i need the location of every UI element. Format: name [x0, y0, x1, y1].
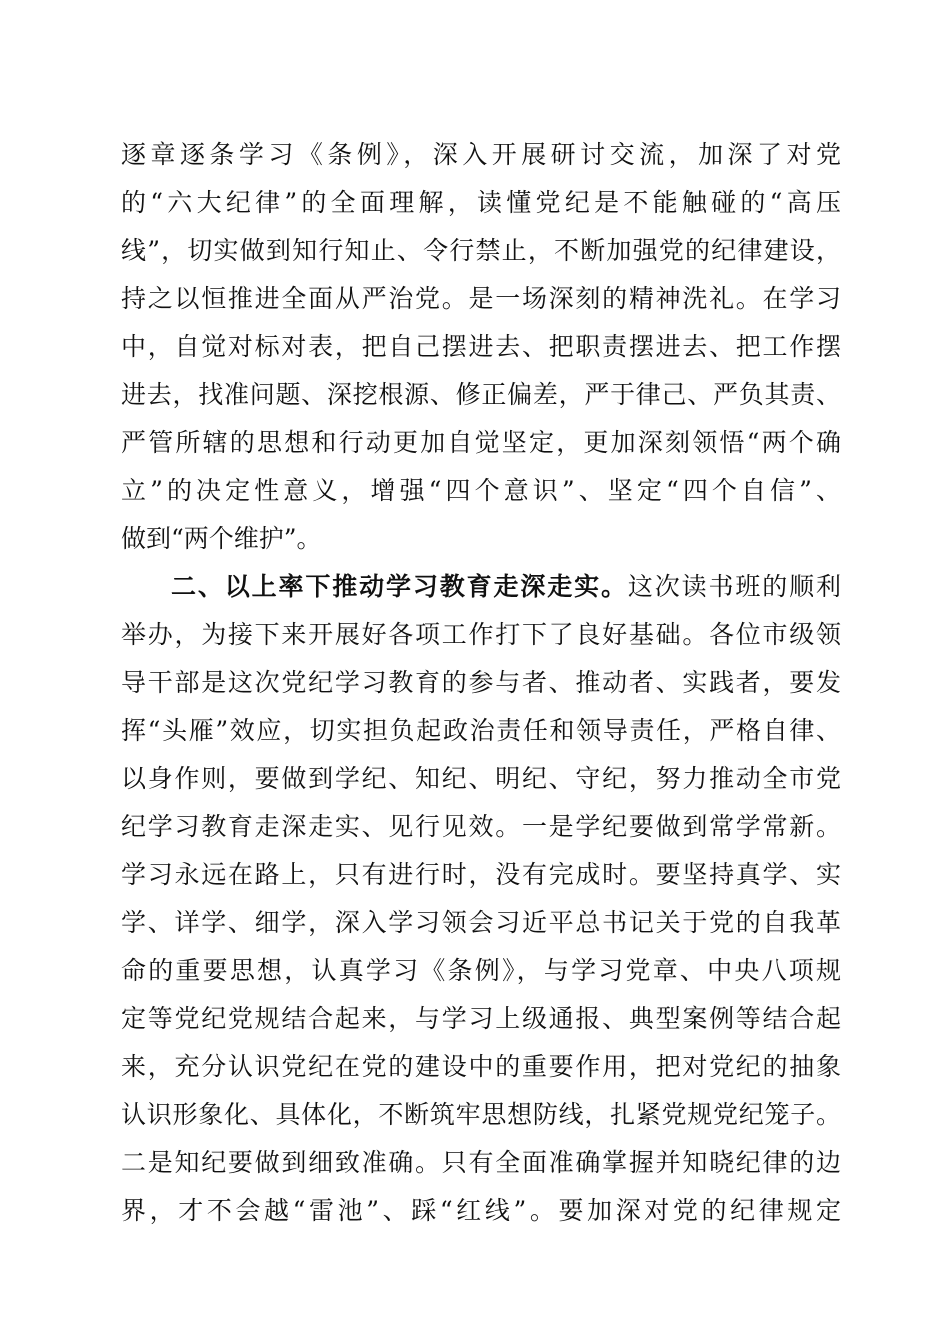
paragraph-2-line-6: 纪学习教育走深走实、见行见效。一是学纪要做到常学常新。	[121, 812, 841, 841]
paragraph-2-line-10: 定等党纪党规结合起来，与学习上级通报、典型案例等结合起	[121, 1004, 841, 1033]
paragraph-1-line-7: 严管所辖的思想和行动更加自觉坚定，更加深刻领悟“两个确	[121, 428, 841, 457]
paragraph-2-line-11: 来，充分认识党纪在党的建设中的重要作用，把对党纪的抽象	[121, 1052, 841, 1081]
paragraph-2-line-9: 命的重要思想，认真学习《条例》，与学习党章、中央八项规	[121, 956, 841, 985]
paragraph-1-line-9: 做到“两个维护”。	[121, 524, 322, 553]
paragraph-2-line-4: 挥“头雁”效应，切实担负起政治责任和领导责任，严格自律、	[121, 716, 841, 745]
section-heading: 二、以上率下推动学习教育走深走实。	[171, 572, 628, 601]
paragraph-2-line-12: 认识形象化、具体化，不断筑牢思想防线，扎紧党规党纪笼子。	[121, 1100, 841, 1129]
paragraph-2-line-5: 以身作则，要做到学纪、知纪、明纪、守纪，努力推动全市党	[121, 764, 841, 793]
paragraph-2-line-3: 导干部是这次党纪学习教育的参与者、推动者、实践者，要发	[121, 668, 841, 697]
paragraph-1-line-4: 持之以恒推进全面从严治党。是一场深刻的精神洗礼。在学习	[121, 284, 841, 313]
paragraph-2-line-7: 学习永远在路上，只有进行时，没有完成时。要坚持真学、实	[121, 860, 841, 889]
paragraph-1-line-8: 立”的决定性意义，增强“四个意识”、坚定“四个自信”、	[121, 476, 841, 505]
paragraph-1-line-1: 逐章逐条学习《条例》，深入开展研讨交流，加深了对党	[121, 140, 841, 169]
paragraph-2-line-1	[171, 567, 841, 607]
paragraph-2-line-8: 学、详学、细学，深入学习领会习近平总书记关于党的自我革	[121, 908, 841, 937]
paragraph-2-line-14: 界，才不会越“雷池”、踩“红线”。要加深对党的纪律规定	[121, 1196, 841, 1225]
paragraph-1-line-6: 进去，找准问题、深挖根源、修正偏差，严于律己、严负其责、	[121, 380, 841, 409]
paragraph-1-line-2: 的“六大纪律”的全面理解，读懂党纪是不能触碰的“高压	[121, 188, 841, 217]
paragraph-2-line-2: 举办，为接下来开展好各项工作打下了良好基础。各位市级领	[121, 620, 841, 649]
paragraph-1-line-3: 线”，切实做到知行知止、令行禁止，不断加强党的纪律建设，	[121, 236, 841, 265]
paragraph-2-line-13: 二是知纪要做到细致准确。只有全面准确掌握并知晓纪律的边	[121, 1148, 841, 1177]
paragraph-2-line-1-rest: 这次读书班的顺利	[627, 572, 841, 601]
paragraph-1-line-5: 中，自觉对标对表，把自己摆进去、把职责摆进去、把工作摆	[121, 332, 841, 361]
